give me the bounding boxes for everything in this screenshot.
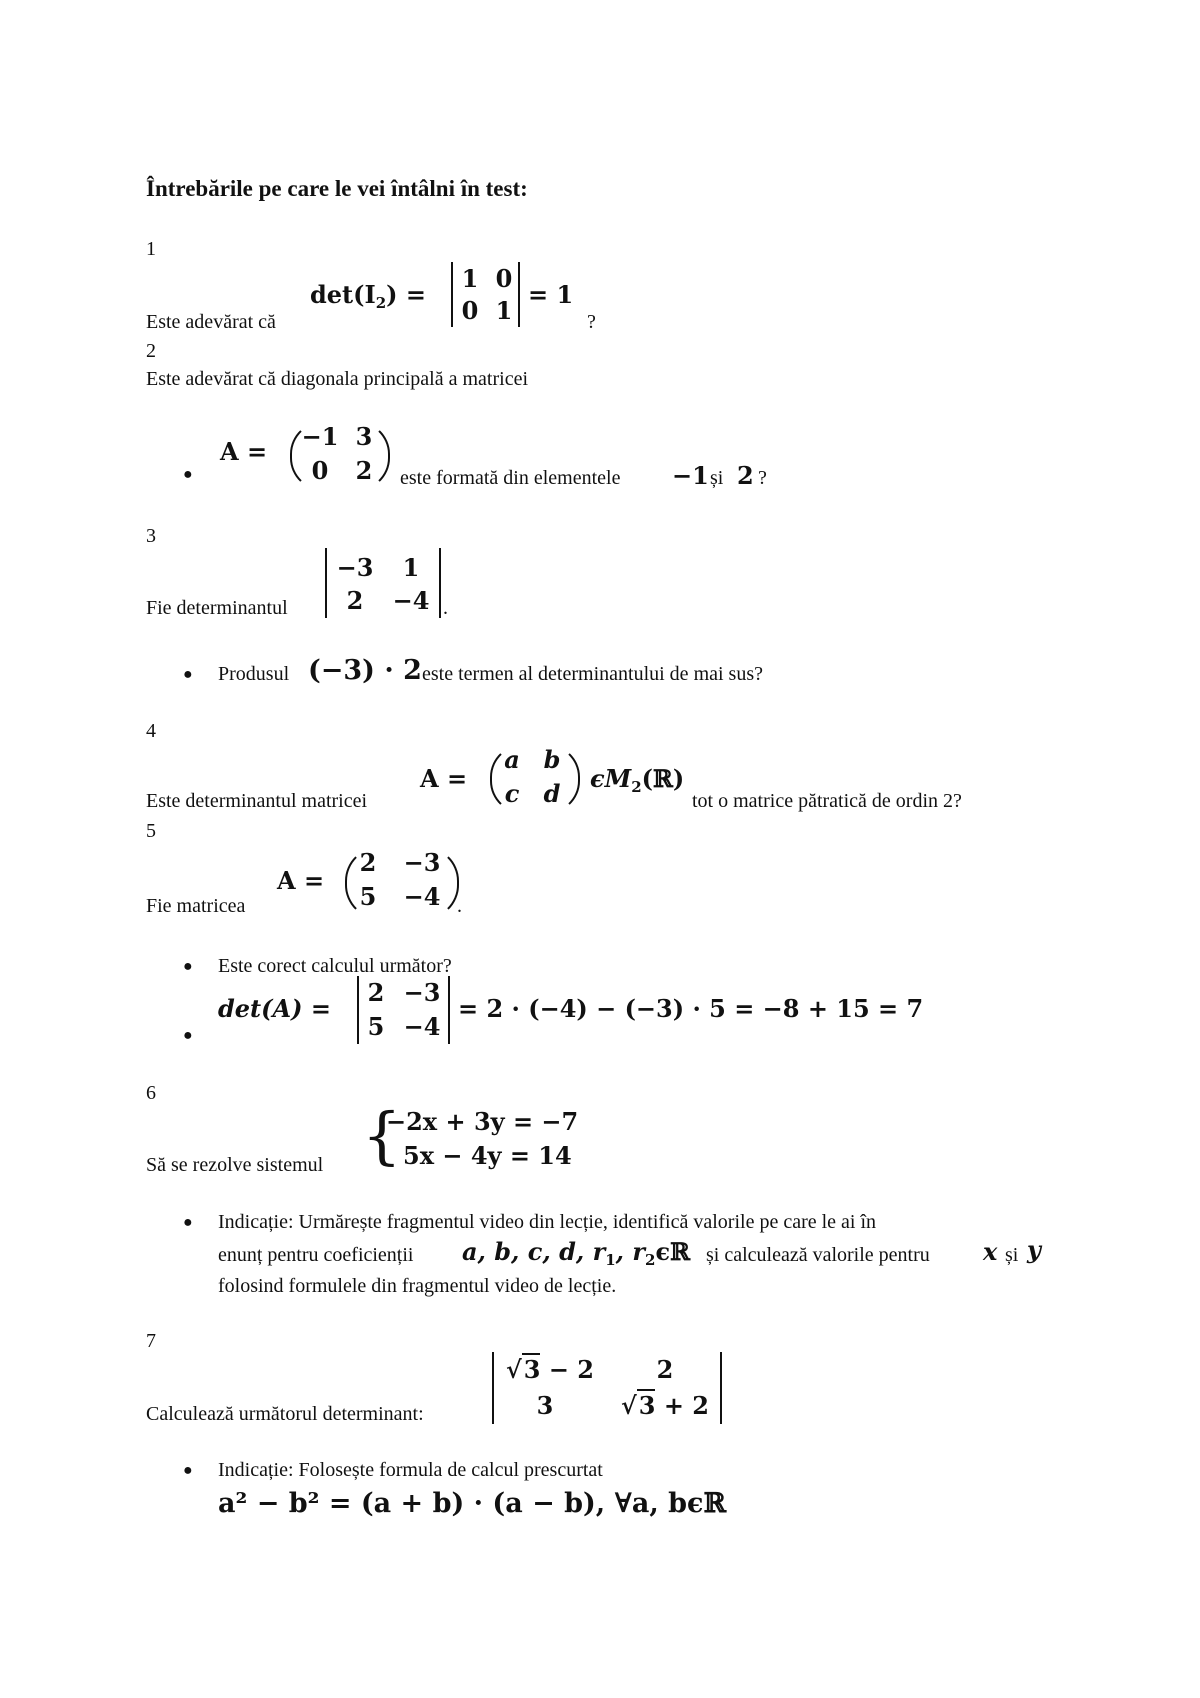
determinant-bar-right — [720, 1352, 722, 1424]
question-1-number: 1 — [146, 238, 156, 260]
question-2-text: Este adevărat că diagonala principală a matricei — [146, 368, 529, 390]
bullet-text-after: este termen al determinantului de mai sus? — [422, 663, 763, 685]
matrix-cell: −1 — [301, 422, 339, 451]
matrix-cell: 5 — [367, 1012, 385, 1041]
matrix-cell: √3 + 2 — [620, 1391, 709, 1420]
matrix-cell: 3 — [355, 422, 373, 451]
hint-line-1: Indicație: Urmărește fragmentul video din lecție, identifică valorile pe care le ai în — [218, 1211, 877, 1233]
question-7-text: Calculează următorul determinant: — [146, 1403, 424, 1425]
matrix-cell: −4 — [392, 586, 430, 615]
matrix-lhs: A = — [277, 866, 325, 895]
matrix-cell: 2 — [367, 978, 385, 1007]
system-equation-2: 5x − 4y = 14 — [403, 1141, 572, 1170]
matrix-cell: −4 — [403, 882, 441, 911]
matrix-cell: √3 − 2 — [505, 1355, 594, 1384]
matrix-cell: a — [504, 745, 520, 774]
hint-line-3: folosind formulele din fragmentul video de lecție. — [218, 1275, 617, 1297]
bullet-text-before: Produsul — [218, 663, 290, 685]
determinant-bar-right — [448, 976, 450, 1044]
hint-and: și — [1005, 1244, 1019, 1266]
matrix-cell: 5 — [359, 882, 377, 911]
question-4-text-after: tot o matrice pătratică de ordin 2? — [692, 790, 962, 812]
determinant-bar-right — [439, 548, 441, 618]
formula-subscript: 2 — [375, 294, 387, 312]
bullet-icon: ● — [183, 466, 193, 483]
difference-of-squares-formula: a² − b² = (a + b) · (a − b), ∀a, bϵℝ — [218, 1488, 726, 1519]
matrix-cell: −3 — [403, 978, 441, 1007]
hint-y: y — [1027, 1235, 1041, 1264]
matrix-cell: 0 — [461, 296, 479, 325]
determinant-bar-left — [325, 548, 327, 618]
matrix-cell: 0 — [311, 456, 329, 485]
determinant-bar-left — [451, 262, 453, 327]
question-4-number: 4 — [146, 720, 156, 742]
matrix-cell: b — [543, 745, 561, 774]
matrix-set — [590, 764, 684, 796]
bullet-icon: ● — [183, 666, 193, 683]
question-2-mid-text: este formată din elementele — [400, 467, 621, 489]
matrix-cell: 2 — [656, 1355, 674, 1384]
question-1-text: Este adevărat că — [146, 311, 276, 333]
matrix-cell: d — [543, 779, 561, 808]
matrix-cell: 2 — [346, 586, 364, 615]
determinant-bar-left — [357, 976, 359, 1044]
bullet-icon: ● — [183, 958, 193, 975]
page-heading: Întrebările pe care le vei întâlni în test: — [146, 176, 528, 201]
formula-lhs: det(I — [310, 280, 376, 309]
matrix-cell: 2 — [355, 456, 373, 485]
bullet-icon: ● — [183, 1214, 193, 1231]
matrix-lhs: A = — [220, 437, 268, 466]
det-rhs: = 2 · (−4) − (−3) · 5 = −8 + 15 = 7 — [458, 994, 924, 1023]
det-lhs: det(A) = — [218, 994, 331, 1023]
matrix-cell: −3 — [336, 553, 374, 582]
value-two: 2 — [737, 461, 754, 490]
formula-rhs: = 1 — [528, 280, 574, 309]
question-5-text: Fie matricea — [146, 895, 246, 917]
question-2-question-mark: ? — [758, 467, 767, 489]
question-6-number: 6 — [146, 1082, 156, 1104]
matrix-cell: 1 — [402, 553, 420, 582]
question-1-question-mark: ? — [587, 311, 596, 333]
determinant-bar-right — [518, 262, 520, 327]
set-end: (ℝ) — [641, 764, 685, 793]
hint-x: x — [983, 1237, 998, 1266]
matrix-cell: c — [504, 779, 520, 808]
question-7-number: 7 — [146, 1330, 156, 1352]
question-1-formula — [310, 280, 426, 312]
question-4-text: Este determinantul matricei — [146, 790, 368, 812]
question-3-number: 3 — [146, 525, 156, 547]
question-3-text: Fie determinantul — [146, 597, 288, 619]
matrix-lhs: A = — [420, 764, 468, 793]
matrix-cell: 1 — [461, 264, 479, 293]
bullet-text: Este corect calculul următor? — [218, 955, 452, 977]
set-membership: ϵM — [590, 764, 632, 793]
bullet-icon: ● — [183, 1462, 193, 1479]
question-2-number: 2 — [146, 340, 156, 362]
set-subscript: 2 — [631, 778, 642, 796]
hint-line-2b: și calculează valorile pentru — [706, 1244, 930, 1266]
matrix-cell: −4 — [403, 1012, 441, 1041]
hint-coefficients: a, b, c, d, $r_1$, $r_2\epsilon ℝ$ — [462, 1237, 691, 1269]
value-minus-one: −1 — [672, 461, 709, 490]
hint-line-2a: enunț pentru coeficienții — [218, 1244, 414, 1266]
system-equation-1: −2x + 3y = −7 — [386, 1107, 579, 1136]
matrix-cell: 0 — [495, 264, 513, 293]
hint-text: Indicație: Folosește formula de calcul prescurtat — [218, 1459, 603, 1481]
system-brace: { — [362, 1099, 402, 1172]
question-3-period: . — [443, 597, 448, 619]
determinant-bar-left — [492, 1352, 494, 1424]
question-6-text: Să se rezolve sistemul — [146, 1154, 324, 1176]
question-2-and: și — [710, 467, 724, 489]
bullet-icon: ● — [183, 1027, 193, 1044]
formula-mid: ) = — [386, 280, 426, 309]
question-5-number: 5 — [146, 820, 156, 842]
question-5-period: . — [457, 895, 462, 917]
matrix-cell: 1 — [495, 296, 513, 325]
matrix-cell: 3 — [536, 1391, 554, 1420]
matrix-cell: 2 — [359, 848, 377, 877]
product-formula: (−3) · 2 — [308, 655, 422, 686]
matrix-cell: −3 — [403, 848, 441, 877]
